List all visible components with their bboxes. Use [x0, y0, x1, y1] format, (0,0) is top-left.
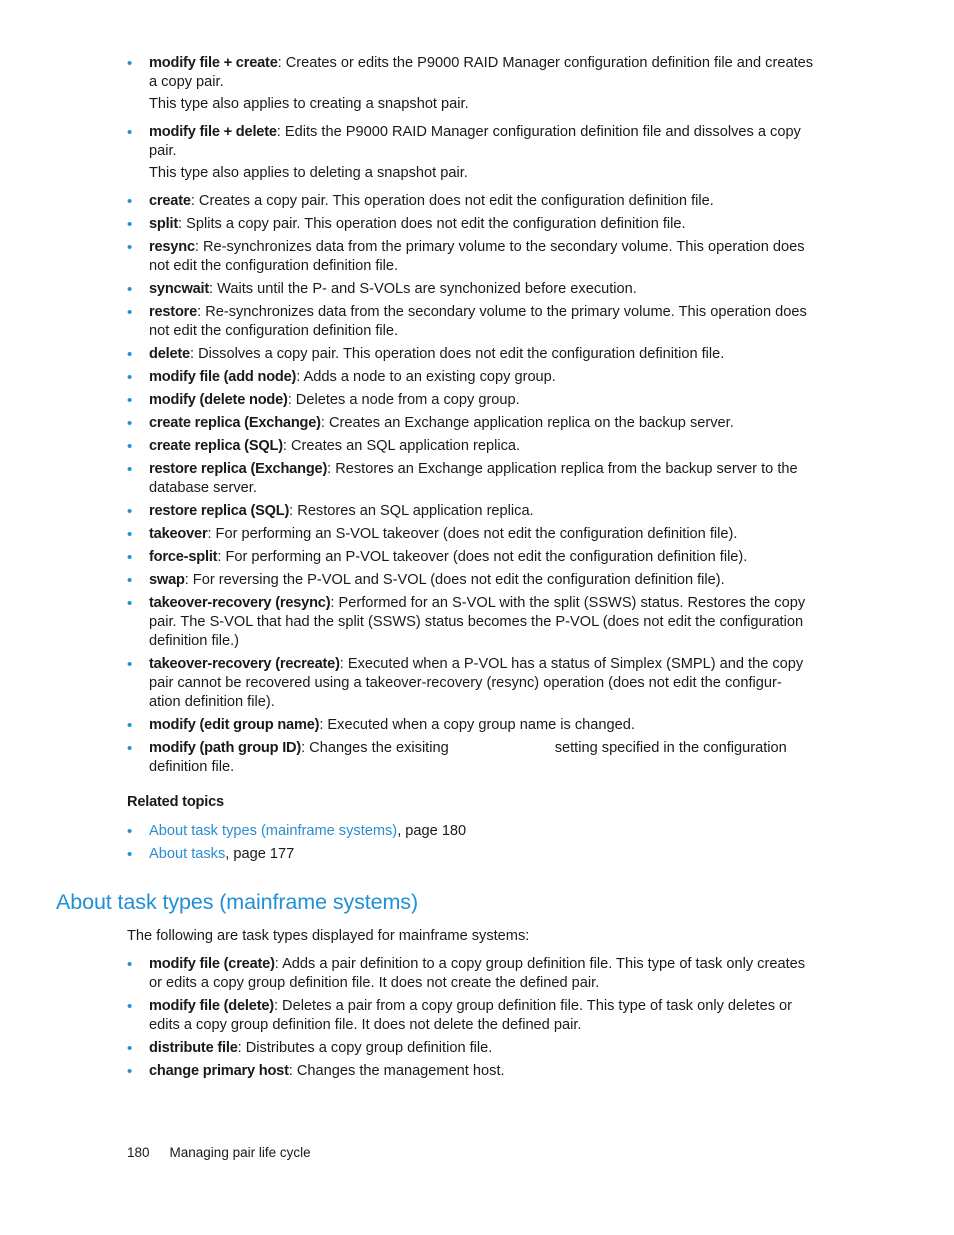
bullet-icon: • — [127, 346, 133, 363]
list-item — [127, 548, 817, 567]
item-text: : Dissolves a copy pair. This operation does not edit the configuration definition file. — [189, 346, 725, 362]
list-item — [127, 1039, 817, 1058]
item-text: : Creates an SQL application replica. — [282, 438, 521, 454]
item-term: create replica (Exchange) — [149, 415, 321, 431]
item-term: modify file + delete — [149, 124, 277, 140]
item-term: modify (path group ID) — [149, 740, 302, 756]
list-item — [127, 997, 817, 1035]
bullet-icon: • — [127, 526, 133, 543]
item-text: : Re-synchronizes data from the primary volume to the secondary volume. This operation does not edit the configuration definition file. — [149, 239, 805, 274]
item-term: split — [149, 216, 178, 232]
item-note: This type also applies to creating a snapshot pair. — [149, 96, 469, 112]
list-item — [127, 571, 817, 590]
bullet-icon: • — [127, 549, 133, 566]
link-about-task-types-mainframe[interactable]: About task types (mainframe systems) — [149, 823, 398, 839]
item-term: restore — [149, 304, 198, 320]
item-text: : For performing an S-VOL takeover (does not edit the configuration definition file). — [207, 526, 738, 542]
bullet-icon: • — [127, 392, 133, 409]
item-term: force-split — [149, 549, 218, 565]
item-text: : Creates a copy pair. This operation does not edit the configuration definition file. — [190, 193, 714, 209]
item-term: modify (edit group name) — [149, 717, 320, 733]
mainframe-task-list — [127, 955, 817, 1081]
bullet-icon: • — [127, 281, 133, 298]
item-term: modify file + create — [149, 55, 278, 71]
list-item — [127, 303, 817, 341]
bullet-icon: • — [127, 740, 133, 757]
item-text: : Deletes a node from a copy group. — [287, 392, 520, 408]
bullet-icon: • — [127, 193, 133, 210]
item-term: takeover — [149, 526, 208, 542]
bullet-icon: • — [127, 415, 133, 432]
bullet-icon: • — [127, 846, 133, 863]
bullet-icon: • — [127, 717, 133, 734]
list-item — [127, 716, 817, 735]
list-item — [127, 215, 817, 234]
list-item — [127, 391, 817, 410]
list-item — [127, 368, 817, 387]
page-number: 180 — [127, 1145, 150, 1160]
item-term: create replica (SQL) — [149, 438, 283, 454]
item-text-continued: setting specified in the configuration definition file. — [149, 740, 787, 775]
bullet-icon: • — [127, 998, 133, 1015]
item-text: : Performed for an S-VOL with the split (SSWS) status. Restores the copy pair. The S-VOL that had the split (SSWS) status becomes the P-VOL (does not edit the configuration definition file.) — [149, 595, 806, 649]
item-term: create — [149, 193, 191, 209]
list-item — [127, 437, 817, 456]
list-item — [127, 525, 817, 544]
item-text: : Edits the P9000 RAID Manager configuration definition file and dissolves a copy pair. — [149, 124, 801, 159]
item-text: : Distributes a copy group definition file. — [237, 1040, 493, 1056]
bullet-icon: • — [127, 823, 133, 840]
item-text: : Executed when a copy group name is changed. — [319, 717, 635, 733]
item-text: : Deletes a pair from a copy group definition file. This type of task only deletes or edits a copy group definition file. It does not delete the defined pair. — [149, 998, 793, 1033]
list-item — [127, 460, 817, 498]
bullet-icon: • — [127, 956, 133, 973]
list-item — [127, 655, 817, 712]
item-term: distribute file — [149, 1040, 238, 1056]
item-term: restore replica (Exchange) — [149, 461, 328, 477]
list-item — [127, 594, 817, 651]
item-term: modify file (create) — [149, 956, 275, 972]
list-item — [127, 739, 817, 777]
list-item — [127, 54, 817, 114]
item-term: syncwait — [149, 281, 210, 297]
item-term: swap — [149, 572, 185, 588]
item-text: : Restores an SQL application replica. — [289, 503, 534, 519]
page-footer — [127, 1145, 311, 1160]
item-note: This type also applies to deleting a snapshot pair. — [149, 165, 468, 181]
item-text: : Splits a copy pair. This operation does not edit the configuration definition file. — [178, 216, 686, 232]
item-term: modify (delete node) — [149, 392, 288, 408]
item-text: : Executed when a P-VOL has a status of Simplex (SMPL) and the copy pair cannot be recovered using a takeover-recovery (resync) operation (does not edit the configur- ation definition file). — [149, 656, 804, 710]
list-item — [127, 192, 817, 211]
list-item — [127, 123, 817, 183]
page-reference: , page 180 — [397, 823, 467, 839]
related-topics-list — [127, 822, 817, 864]
list-item — [127, 845, 817, 864]
item-text: : Creates an Exchange application replica on the backup server. — [320, 415, 734, 431]
item-term: modify file (add node) — [149, 369, 297, 385]
item-term: restore replica (SQL) — [149, 503, 290, 519]
section-intro: The following are task types displayed for mainframe systems: — [127, 928, 530, 944]
item-text: : Changes the exisiting — [301, 740, 449, 756]
item-text: : For performing an P-VOL takeover (does not edit the configuration definition file). — [217, 549, 748, 565]
list-item — [127, 955, 817, 993]
bullet-icon: • — [127, 438, 133, 455]
list-item — [127, 345, 817, 364]
bullet-icon: • — [127, 656, 133, 673]
bullet-icon: • — [127, 216, 133, 233]
item-text: : Changes the management host. — [288, 1063, 505, 1079]
chapter-title: Managing pair life cycle — [169, 1145, 311, 1160]
item-term: takeover-recovery (resync) — [149, 595, 331, 611]
item-text: : Creates or edits the P9000 RAID Manager configuration definition file and creates a copy pair. — [149, 55, 814, 90]
link-about-tasks[interactable]: About tasks — [149, 846, 226, 862]
bullet-icon: • — [127, 369, 133, 386]
item-term: resync — [149, 239, 195, 255]
bullet-icon: • — [127, 572, 133, 589]
bullet-icon: • — [127, 55, 133, 72]
list-item — [127, 414, 817, 433]
bullet-icon: • — [127, 503, 133, 520]
list-item — [127, 280, 817, 299]
list-item — [127, 822, 817, 841]
bullet-icon: • — [127, 595, 133, 612]
task-type-list — [127, 54, 817, 777]
item-text: : Adds a pair definition to a copy group definition file. This type of task only creates or edits a copy group definition file. It does not create the defined pair. — [149, 956, 806, 991]
item-text: : Re-synchronizes data from the secondary volume to the primary volume. This operation does not edit the configuration definition file. — [149, 304, 807, 339]
bullet-icon: • — [127, 124, 133, 141]
bullet-icon: • — [127, 1040, 133, 1057]
list-item — [127, 502, 817, 521]
item-text: : Waits until the P- and S-VOLs are synchonized before execution. — [209, 281, 637, 297]
related-topics-heading: Related topics — [127, 794, 224, 810]
page-reference: , page 177 — [225, 846, 295, 862]
bullet-icon: • — [127, 304, 133, 321]
item-term: modify file (delete) — [149, 998, 274, 1014]
item-text: : Restores an Exchange application replica from the backup server to the database server. — [149, 461, 798, 496]
item-term: change primary host — [149, 1063, 289, 1079]
item-term: delete — [149, 346, 190, 362]
bullet-icon: • — [127, 239, 133, 256]
section-heading: About task types (mainframe systems) — [56, 890, 419, 914]
bullet-icon: • — [127, 461, 133, 478]
bullet-icon: • — [127, 1063, 133, 1080]
item-text: : Adds a node to an existing copy group. — [296, 369, 556, 385]
item-text: : For reversing the P-VOL and S-VOL (does not edit the configuration definition file). — [184, 572, 725, 588]
list-item — [127, 238, 817, 276]
item-term: takeover-recovery (recreate) — [149, 656, 340, 672]
list-item — [127, 1062, 817, 1081]
